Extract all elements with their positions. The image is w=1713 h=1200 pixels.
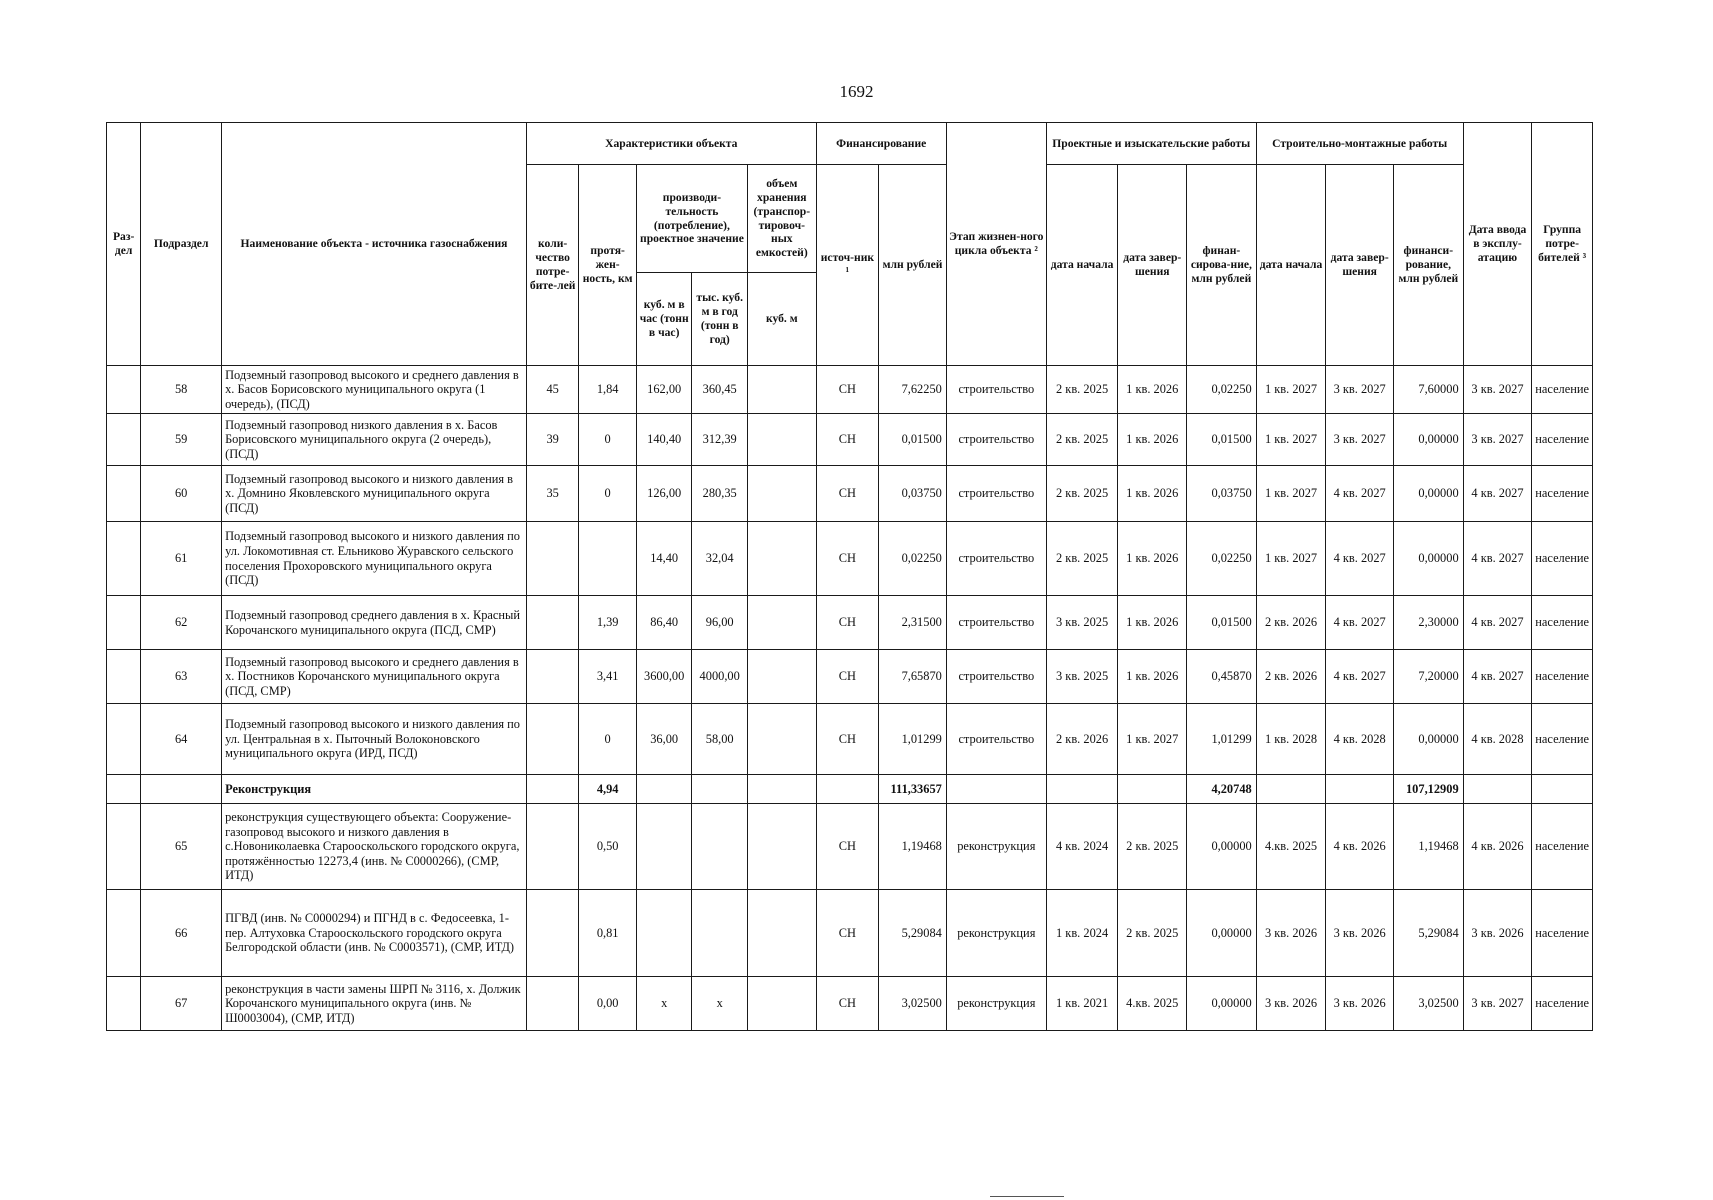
reconstruction-title: Реконструкция <box>222 775 527 804</box>
header-razdel: Раз-дел <box>107 123 141 366</box>
per-hour-cell: 126,00 <box>636 466 692 522</box>
source-cell: СН <box>816 650 879 704</box>
per-hour-cell: 3600,00 <box>636 650 692 704</box>
source-cell: СН <box>816 704 879 775</box>
source-cell: СН <box>816 522 879 596</box>
empty-cell <box>1256 775 1326 804</box>
empty-cell <box>141 775 222 804</box>
page-number: 1692 <box>839 82 874 101</box>
construction-start-cell: 1 кв. 2027 <box>1256 466 1326 522</box>
lifecycle-stage-cell: строительство <box>946 522 1046 596</box>
design-financing-cell: 0,02250 <box>1187 522 1257 596</box>
consumers-count-cell: 45 <box>526 366 578 414</box>
length-cell: 0,81 <box>579 890 637 977</box>
podrazdel-cell: 58 <box>141 366 222 414</box>
construction-start-cell: 2 кв. 2026 <box>1256 596 1326 650</box>
header-design-start: дата начала <box>1046 165 1118 366</box>
financing-mln-cell: 0,01500 <box>879 414 947 466</box>
length-cell: 0,50 <box>579 804 637 890</box>
gas-supply-table <box>106 122 1593 1031</box>
financing-mln-cell: 2,31500 <box>879 596 947 650</box>
length-cell: 0 <box>579 466 637 522</box>
lifecycle-stage-cell: строительство <box>946 466 1046 522</box>
bottom-rule <box>990 1196 1064 1197</box>
design-end-cell: 1 кв. 2026 <box>1118 366 1187 414</box>
empty-cell <box>107 775 141 804</box>
table-row <box>107 804 1593 890</box>
length-cell: 0 <box>579 704 637 775</box>
razdel-cell <box>107 466 141 522</box>
object-name: Подземный газопровод низкого давления в х. Басов Борисовского муниципального округа (2 очередь), (ПСД) <box>222 414 527 466</box>
consumers-count-cell <box>526 804 578 890</box>
header-characteristics: Характеристики объекта <box>526 123 816 165</box>
length-cell: 1,39 <box>579 596 637 650</box>
consumer-group-cell: население <box>1532 650 1593 704</box>
construction-start-cell: 4.кв. 2025 <box>1256 804 1326 890</box>
header-source: источ-ник ¹ <box>816 165 879 366</box>
commissioning-date-cell: 3 кв. 2027 <box>1463 366 1532 414</box>
consumer-group-cell: население <box>1532 596 1593 650</box>
design-financing-cell: 0,03750 <box>1187 466 1257 522</box>
per-year-cell: 280,35 <box>692 466 748 522</box>
storage-cell <box>747 704 816 775</box>
commissioning-date-cell: 4 кв. 2028 <box>1463 704 1532 775</box>
header-financing: Финансирование <box>816 123 946 165</box>
lifecycle-stage-cell: строительство <box>946 366 1046 414</box>
per-hour-cell: 36,00 <box>636 704 692 775</box>
consumers-count-cell <box>526 704 578 775</box>
commissioning-date-cell: 4 кв. 2027 <box>1463 522 1532 596</box>
design-start-cell: 3 кв. 2025 <box>1046 650 1118 704</box>
per-year-cell: 32,04 <box>692 522 748 596</box>
empty-cell <box>946 775 1046 804</box>
design-end-cell: 2 кв. 2025 <box>1118 804 1187 890</box>
podrazdel-cell: 64 <box>141 704 222 775</box>
construction-end-cell: 3 кв. 2026 <box>1326 890 1394 977</box>
razdel-cell <box>107 890 141 977</box>
construction-financing-cell: 0,00000 <box>1393 466 1463 522</box>
construction-end-cell: 4 кв. 2028 <box>1326 704 1394 775</box>
empty-cell <box>1326 775 1394 804</box>
header-construction-financing: финанси-рование, млн рублей <box>1393 165 1463 366</box>
construction-start-cell: 3 кв. 2026 <box>1256 890 1326 977</box>
header-length: протя-жен-ность, км <box>579 165 637 366</box>
razdel-cell <box>107 704 141 775</box>
design-start-cell: 1 кв. 2021 <box>1046 977 1118 1031</box>
design-financing-cell: 0,45870 <box>1187 650 1257 704</box>
construction-end-cell: 3 кв. 2027 <box>1326 366 1394 414</box>
storage-cell <box>747 522 816 596</box>
per-year-cell: 360,45 <box>692 366 748 414</box>
construction-financing-cell: 1,19468 <box>1393 804 1463 890</box>
podrazdel-cell: 59 <box>141 414 222 466</box>
header-lifecycle-stage: Этап жизнен-ного цикла объекта ² <box>946 123 1046 366</box>
commissioning-date-cell: 3 кв. 2027 <box>1463 414 1532 466</box>
commissioning-date-cell: 4 кв. 2026 <box>1463 804 1532 890</box>
per-year-cell: 96,00 <box>692 596 748 650</box>
consumer-group-cell: население <box>1532 890 1593 977</box>
construction-start-cell: 1 кв. 2027 <box>1256 522 1326 596</box>
table-body <box>107 366 1593 1031</box>
consumer-group-cell: население <box>1532 804 1593 890</box>
design-end-cell: 1 кв. 2027 <box>1118 704 1187 775</box>
consumer-group-cell: население <box>1532 704 1593 775</box>
lifecycle-stage-cell: строительство <box>946 704 1046 775</box>
per-hour-cell: 86,40 <box>636 596 692 650</box>
commissioning-date-cell: 3 кв. 2027 <box>1463 977 1532 1031</box>
construction-start-cell: 1 кв. 2027 <box>1256 366 1326 414</box>
razdel-cell <box>107 414 141 466</box>
storage-cell <box>747 890 816 977</box>
per-hour-cell: 14,40 <box>636 522 692 596</box>
podrazdel-cell: 62 <box>141 596 222 650</box>
design-end-cell: 1 кв. 2026 <box>1118 650 1187 704</box>
construction-end-cell: 4 кв. 2027 <box>1326 522 1394 596</box>
header-cubic: куб. м <box>747 273 816 366</box>
design-financing-cell: 1,01299 <box>1187 704 1257 775</box>
consumer-group-cell: население <box>1532 414 1593 466</box>
per-hour-cell <box>636 890 692 977</box>
design-end-cell: 2 кв. 2025 <box>1118 890 1187 977</box>
design-end-cell: 1 кв. 2026 <box>1118 466 1187 522</box>
length-cell: 0 <box>579 414 637 466</box>
razdel-cell <box>107 804 141 890</box>
header-design-financing: финан-сирова-ние, млн рублей <box>1187 165 1257 366</box>
construction-end-cell: 4 кв. 2027 <box>1326 650 1394 704</box>
design-start-cell: 2 кв. 2025 <box>1046 522 1118 596</box>
header-thousand-cubic-per-year: тыс. куб. м в год (тонн в год) <box>692 273 748 366</box>
header-consumers-count: коли-чество потре-бите-лей <box>526 165 578 366</box>
source-cell: СН <box>816 804 879 890</box>
design-start-cell: 2 кв. 2026 <box>1046 704 1118 775</box>
table-row <box>107 466 1593 522</box>
table-row <box>107 977 1593 1031</box>
empty-cell <box>816 775 879 804</box>
lifecycle-stage-cell: строительство <box>946 414 1046 466</box>
per-year-cell: x <box>692 977 748 1031</box>
financing-mln-cell: 5,29084 <box>879 890 947 977</box>
construction-financing-cell: 5,29084 <box>1393 890 1463 977</box>
construction-end-cell: 3 кв. 2027 <box>1326 414 1394 466</box>
financing-mln-cell: 0,02250 <box>879 522 947 596</box>
lifecycle-stage-cell: строительство <box>946 650 1046 704</box>
empty-cell <box>747 775 816 804</box>
consumers-count-cell <box>526 977 578 1031</box>
source-cell: СН <box>816 366 879 414</box>
source-cell: СН <box>816 977 879 1031</box>
reconstruction-length: 4,94 <box>579 775 637 804</box>
design-end-cell: 1 кв. 2026 <box>1118 596 1187 650</box>
razdel-cell <box>107 977 141 1031</box>
design-start-cell: 2 кв. 2025 <box>1046 466 1118 522</box>
object-name: ПГВД (инв. № С0000294) и ПГНД в с. Федосеевка, 1-пер. Алтуховка Старооскольского городского округа Белгородской области (инв. № С0003571), (СМР, ИТД) <box>222 890 527 977</box>
table-row <box>107 366 1593 414</box>
table-row <box>107 704 1593 775</box>
commissioning-date-cell: 4 кв. 2027 <box>1463 650 1532 704</box>
table-row <box>107 596 1593 650</box>
header-design-works: Проектные и изыскательские работы <box>1046 123 1256 165</box>
object-name: Подземный газопровод среднего давления в х. Красный Корочанского муниципального округа (ПСД, СМР) <box>222 596 527 650</box>
empty-cell <box>692 775 748 804</box>
empty-cell <box>1118 775 1187 804</box>
storage-cell <box>747 804 816 890</box>
consumer-group-cell: население <box>1532 522 1593 596</box>
design-financing-cell: 0,02250 <box>1187 366 1257 414</box>
storage-cell <box>747 650 816 704</box>
consumer-group-cell: население <box>1532 366 1593 414</box>
construction-start-cell: 1 кв. 2028 <box>1256 704 1326 775</box>
design-end-cell: 1 кв. 2026 <box>1118 522 1187 596</box>
header-mln-rub: млн рублей <box>879 165 947 366</box>
financing-mln-cell: 3,02500 <box>879 977 947 1031</box>
construction-financing-cell: 2,30000 <box>1393 596 1463 650</box>
object-name: Подземный газопровод высокого и низкого давления по ул. Центральная в х. Пыточный Волоконовского муниципального округа (ИРД, ПСД) <box>222 704 527 775</box>
per-hour-cell: 140,40 <box>636 414 692 466</box>
design-financing-cell: 0,00000 <box>1187 804 1257 890</box>
storage-cell <box>747 466 816 522</box>
construction-end-cell: 3 кв. 2026 <box>1326 977 1394 1031</box>
design-end-cell: 1 кв. 2026 <box>1118 414 1187 466</box>
per-hour-cell <box>636 804 692 890</box>
razdel-cell <box>107 366 141 414</box>
consumers-count-cell: 35 <box>526 466 578 522</box>
reconstruction-summary-row <box>107 775 1593 804</box>
construction-end-cell: 4 кв. 2027 <box>1326 596 1394 650</box>
storage-cell <box>747 366 816 414</box>
table-row <box>107 650 1593 704</box>
construction-start-cell: 1 кв. 2027 <box>1256 414 1326 466</box>
podrazdel-cell: 63 <box>141 650 222 704</box>
source-cell: СН <box>816 414 879 466</box>
financing-mln-cell: 7,65870 <box>879 650 947 704</box>
consumer-group-cell: население <box>1532 977 1593 1031</box>
design-financing-cell: 0,01500 <box>1187 596 1257 650</box>
consumers-count-cell <box>526 522 578 596</box>
commissioning-date-cell: 3 кв. 2026 <box>1463 890 1532 977</box>
object-name: Подземный газопровод высокого и среднего давления в х. Постников Корочанского муниципального округа (ПСД, СМР) <box>222 650 527 704</box>
razdel-cell <box>107 596 141 650</box>
reconstruction-design-financing: 4,20748 <box>1187 775 1257 804</box>
header-cubic-per-hour: куб. м в час (тонн в час) <box>636 273 692 366</box>
consumers-count-cell: 39 <box>526 414 578 466</box>
per-hour-cell: x <box>636 977 692 1031</box>
design-financing-cell: 0,00000 <box>1187 890 1257 977</box>
commissioning-date-cell: 4 кв. 2027 <box>1463 466 1532 522</box>
table-row <box>107 890 1593 977</box>
design-start-cell: 2 кв. 2025 <box>1046 414 1118 466</box>
consumers-count-cell <box>526 596 578 650</box>
source-cell: СН <box>816 466 879 522</box>
object-name: Подземный газопровод высокого и низкого давления в х. Домнино Яковлевского муниципального округа (ПСД) <box>222 466 527 522</box>
object-name: реконструкция в части замены ШРП № 3116, х. Должик Корочанского муниципального округа (инв. № Ш0003004), (СМР, ИТД) <box>222 977 527 1031</box>
storage-cell <box>747 414 816 466</box>
lifecycle-stage-cell: реконструкция <box>946 977 1046 1031</box>
table-row <box>107 522 1593 596</box>
per-year-cell: 312,39 <box>692 414 748 466</box>
financing-mln-cell: 7,62250 <box>879 366 947 414</box>
financing-mln-cell: 1,19468 <box>879 804 947 890</box>
podrazdel-cell: 65 <box>141 804 222 890</box>
construction-start-cell: 2 кв. 2026 <box>1256 650 1326 704</box>
header-productivity: производи-тельность (потребление), проектное значение <box>636 165 747 273</box>
construction-financing-cell: 7,20000 <box>1393 650 1463 704</box>
commissioning-date-cell: 4 кв. 2027 <box>1463 596 1532 650</box>
podrazdel-cell: 66 <box>141 890 222 977</box>
per-year-cell <box>692 890 748 977</box>
header-row-1 <box>107 123 1593 165</box>
podrazdel-cell: 67 <box>141 977 222 1031</box>
empty-cell <box>1532 775 1593 804</box>
construction-financing-cell: 0,00000 <box>1393 704 1463 775</box>
consumer-group-cell: население <box>1532 466 1593 522</box>
razdel-cell <box>107 650 141 704</box>
design-start-cell: 3 кв. 2025 <box>1046 596 1118 650</box>
construction-end-cell: 4 кв. 2027 <box>1326 466 1394 522</box>
lifecycle-stage-cell: строительство <box>946 596 1046 650</box>
header-consumer-group: Группа потре-бителей ³ <box>1532 123 1593 366</box>
lifecycle-stage-cell: реконструкция <box>946 890 1046 977</box>
header-construction-works: Строительно-монтажные работы <box>1256 123 1463 165</box>
storage-cell <box>747 596 816 650</box>
empty-cell <box>1046 775 1118 804</box>
object-name: Подземный газопровод высокого и среднего давления в х. Басов Борисовского муниципального округа (1 очередь), (ПСД) <box>222 366 527 414</box>
object-name: Подземный газопровод высокого и низкого давления по ул. Локомотивная ст. Ельниково Журавского сельского поселения Прохоровского муниципального округа (ПСД) <box>222 522 527 596</box>
construction-financing-cell: 0,00000 <box>1393 522 1463 596</box>
empty-cell <box>526 775 578 804</box>
reconstruction-construction-financing: 107,12909 <box>1393 775 1463 804</box>
header-name: Наименование объекта - источника газоснабжения <box>222 123 527 366</box>
header-commissioning-date: Дата ввода в эксплу-атацию <box>1463 123 1532 366</box>
reconstruction-mln: 111,33657 <box>879 775 947 804</box>
empty-cell <box>636 775 692 804</box>
header-construction-start: дата начала <box>1256 165 1326 366</box>
design-start-cell: 4 кв. 2024 <box>1046 804 1118 890</box>
construction-financing-cell: 0,00000 <box>1393 414 1463 466</box>
header-storage: объем хранения (транспор-тировоч-ных емкостей) <box>747 165 816 273</box>
design-financing-cell: 0,01500 <box>1187 414 1257 466</box>
construction-financing-cell: 3,02500 <box>1393 977 1463 1031</box>
length-cell: 1,84 <box>579 366 637 414</box>
per-year-cell <box>692 804 748 890</box>
length-cell: 0,00 <box>579 977 637 1031</box>
per-year-cell: 4000,00 <box>692 650 748 704</box>
design-financing-cell: 0,00000 <box>1187 977 1257 1031</box>
header-construction-end: дата завер-шения <box>1326 165 1394 366</box>
construction-end-cell: 4 кв. 2026 <box>1326 804 1394 890</box>
table-row <box>107 414 1593 466</box>
financing-mln-cell: 0,03750 <box>879 466 947 522</box>
source-cell: СН <box>816 890 879 977</box>
source-cell: СН <box>816 596 879 650</box>
razdel-cell <box>107 522 141 596</box>
construction-financing-cell: 7,60000 <box>1393 366 1463 414</box>
podrazdel-cell: 60 <box>141 466 222 522</box>
podrazdel-cell: 61 <box>141 522 222 596</box>
financing-mln-cell: 1,01299 <box>879 704 947 775</box>
length-cell: 3,41 <box>579 650 637 704</box>
empty-cell <box>1463 775 1532 804</box>
lifecycle-stage-cell: реконструкция <box>946 804 1046 890</box>
object-name: реконструкция существующего объекта: Сооружение-газопровод высокого и низкого давления в с.Новониколаевка Старооскольского городского округа, протяжённостью 12273,4 (инв. № С0000266), (СМР, ИТД) <box>222 804 527 890</box>
header-podrazdel: Подраздел <box>141 123 222 366</box>
length-cell <box>579 522 637 596</box>
storage-cell <box>747 977 816 1031</box>
design-start-cell: 1 кв. 2024 <box>1046 890 1118 977</box>
design-start-cell: 2 кв. 2025 <box>1046 366 1118 414</box>
per-hour-cell: 162,00 <box>636 366 692 414</box>
per-year-cell: 58,00 <box>692 704 748 775</box>
header-design-end: дата завер-шения <box>1118 165 1187 366</box>
construction-start-cell: 3 кв. 2026 <box>1256 977 1326 1031</box>
consumers-count-cell <box>526 890 578 977</box>
consumers-count-cell <box>526 650 578 704</box>
design-end-cell: 4.кв. 2025 <box>1118 977 1187 1031</box>
